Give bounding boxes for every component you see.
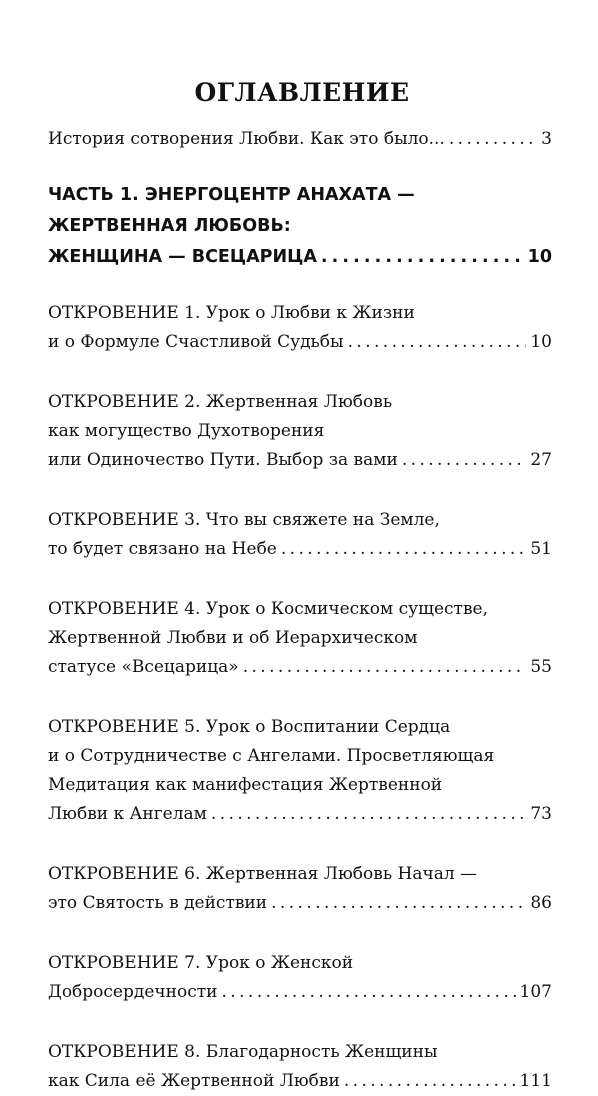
toc-entry-line: ОТКРОВЕНИЕ 2. Жертвенная Любовь — [48, 392, 393, 412]
dot-leader — [348, 328, 527, 357]
toc-entry — [48, 595, 552, 682]
dot-leader — [221, 978, 515, 1007]
page-title: ОГЛАВЛЕНИЕ — [194, 78, 410, 107]
toc-entry-text: то будет связано на Небе — [48, 539, 277, 559]
toc-entry-line: ОТКРОВЕНИЕ 3. Что вы свяжете на Земле, — [48, 510, 440, 530]
dot-leader — [281, 535, 526, 564]
toc-entry — [48, 1038, 552, 1096]
part-line: ЖЕНЩИНА — ВСЕЦАРИЦА — [48, 247, 317, 267]
page-number: 10 — [527, 247, 552, 267]
toc-entry-line: как могущество Духотворения — [48, 421, 325, 441]
toc-entry-last-line — [48, 1067, 552, 1096]
toc-entry-line: Жертвенной Любви и об Иерархическом — [48, 628, 418, 648]
toc-entry-text: История сотворения Любви. Как это было... — [48, 129, 445, 149]
page-number: 55 — [530, 657, 552, 677]
page-number: 73 — [530, 804, 552, 824]
dot-leader — [449, 125, 537, 154]
part-line: ЖЕРТВЕННАЯ ЛЮБОВЬ: — [48, 216, 291, 236]
toc-entry-line: Медитация как манифестация Жертвенной — [48, 775, 443, 795]
toc-entry — [48, 713, 552, 829]
toc-entry — [48, 388, 552, 475]
toc-entry-last-line — [48, 125, 552, 154]
toc-entry-text: Добросердечности — [48, 982, 218, 1002]
toc-entry-text: статусе «Всецарица» — [48, 657, 239, 677]
toc-entry-line: ОТКРОВЕНИЕ 4. Урок о Космическом существе, — [48, 599, 488, 619]
page-number: 27 — [530, 450, 552, 470]
part-line: ЧАСТЬ 1. ЭНЕРГОЦЕНТР АНАХАТА — — [48, 185, 415, 205]
toc-entry — [48, 949, 552, 1007]
toc-entry-last-line — [48, 889, 552, 918]
toc-entry-last-line — [48, 242, 552, 273]
toc-entry-last-line — [48, 800, 552, 829]
page-number: 51 — [530, 539, 552, 559]
toc-entry-text: Любви к Ангелам — [48, 804, 207, 824]
toc-entry-line: ОТКРОВЕНИЕ 6. Жертвенная Любовь Начал — — [48, 864, 478, 884]
page-number: 10 — [530, 332, 552, 352]
toc-entry-last-line — [48, 328, 552, 357]
toc-entry-line: ОТКРОВЕНИЕ 1. Урок о Любви к Жизни — [48, 303, 415, 323]
toc-entry-text: это Святость в действии — [48, 893, 268, 913]
dot-leader — [321, 242, 524, 273]
dot-leader — [344, 1067, 516, 1096]
toc-part-heading — [48, 180, 552, 273]
page-number: 3 — [541, 129, 552, 149]
toc-entry-text: или Одиночество Пути. Выбор за вами — [48, 450, 398, 470]
toc-entry-line: ОТКРОВЕНИЕ 8. Благодарность Женщины — [48, 1042, 438, 1062]
toc-entry-last-line — [48, 446, 552, 475]
toc-entry — [48, 506, 552, 564]
toc-entry — [48, 860, 552, 918]
page-number: 111 — [519, 1071, 552, 1091]
page-number: 107 — [519, 982, 552, 1002]
toc-entry-intro — [48, 125, 552, 154]
toc-entry-last-line — [48, 535, 552, 564]
toc-entry-line: ОТКРОВЕНИЕ 7. Урок о Женской — [48, 953, 354, 973]
dot-leader — [271, 889, 526, 918]
toc-entry-last-line — [48, 978, 552, 1007]
dot-leader — [402, 446, 527, 475]
toc-entry-last-line — [48, 653, 552, 682]
dot-leader — [243, 653, 527, 682]
page-number: 86 — [530, 893, 552, 913]
toc-entry-line: ОТКРОВЕНИЕ 5. Урок о Воспитании Сердца — [48, 717, 451, 737]
toc-entry-text: как Сила её Жертвенной Любви — [48, 1071, 340, 1091]
toc-entry — [48, 299, 552, 357]
toc-entry-line: и о Сотрудничестве с Ангелами. Просветляющая — [48, 746, 495, 766]
dot-leader — [211, 800, 526, 829]
toc-entry-text: и о Формуле Счастливой Судьбы — [48, 332, 344, 352]
